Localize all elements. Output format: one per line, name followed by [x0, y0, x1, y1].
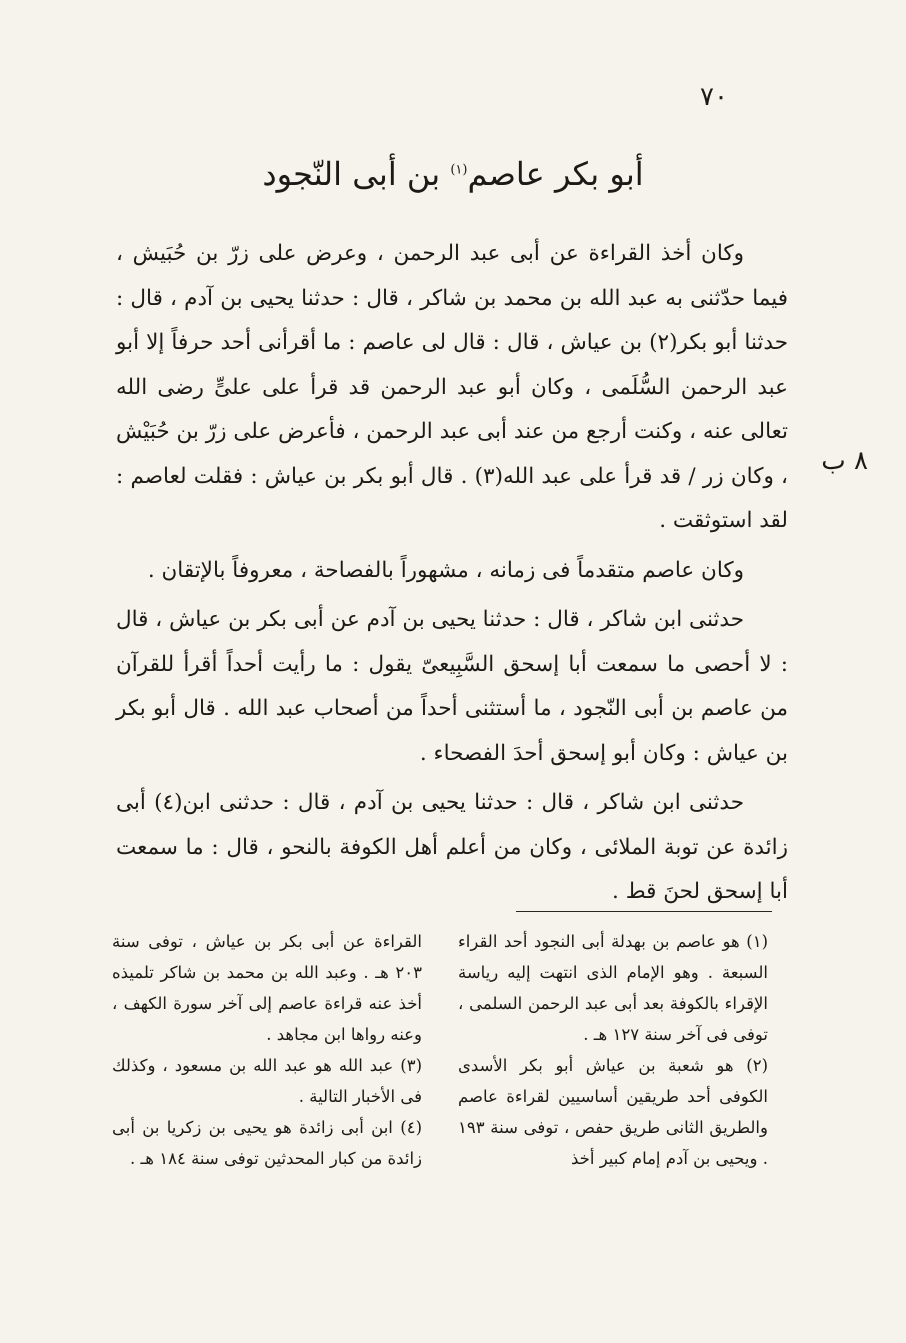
- paragraph: حدثنى ابن شاكر ، قال : حدثنا يحيى بن آدم ، قال : حدثنى ابن(٤) أبى زائدة عن توبة الملائى ، وكان من أعلم أهل الكوفة بالنحو ، قال : ما سمعت أبا إسحق لحنَ قط .: [116, 790, 788, 904]
- title-note-mark: (١): [450, 162, 468, 178]
- footnote: (٤) ابن أبى زائدة هو يحيى بن زكريا بن أبى زائدة من كبار المحدثين توفى سنة ١٨٤ هـ .: [112, 1118, 422, 1168]
- paragraph: وكان عاصم متقدماً فى زمانه ، مشهوراً بالفصاحة ، معروفاً بالإتقان .: [147, 557, 744, 583]
- footnote-divider: [516, 911, 772, 912]
- paragraph: حدثنى ابن شاكر ، قال : حدثنا يحيى بن آدم عن أبى بكر بن عياش ، قال : لا أحصى ما سمعت أبا إسحق السَّبِيعىّ يقول : ما رأيت أحداً أقرأ للقرآن من عاصم بن أبى النّجود ، ما أستثنى أحداً من أصحاب عبد الله . قال أبو بكر بن عياش : وكان أبو إسحق أحدَ الفصحاء .: [116, 607, 788, 766]
- page-number: ٧٠: [700, 82, 728, 112]
- paragraph: وكان أخذ القراءة عن أبى عبد الرحمن ، وعرض على زرّ بن حُبَيش ، فيما حدّثنى به عبد الله بن محمد بن شاكر ، قال : حدثنا يحيى بن آدم ، قال : حدثنا أبو بكر(٢) بن عياش ، قال : قال لى عاصم : ما أقرأنى أحد حرفاً إلا أبو عبد الرحمن السُّلَمى ، وكان أبو عبد الرحمن قد قرأ على علىٍّ رضى الله تعالى عنه ، وكنت أرجع من عند أبى عبد الرحمن ، فأعرض على زرّ بن حُبَيْش ، وكان زر / قد قرأ على عبد الله(٣) . قال أبو بكر بن عياش : فقلت لعاصم : لقد استوثقت .: [116, 241, 789, 533]
- chapter-title: [120, 150, 786, 198]
- footnote: القراءة عن أبى بكر بن عياش ، توفى سنة ٢٠٣ هـ . وعبد الله بن محمد بن شاكر تلميذه أخذ عنه قراءة عاصم إلى آخر سورة الكهف ، وعنه رواها ابن مجاهد .: [112, 932, 422, 1044]
- footnote: (٣) عبد الله هو عبد الله بن مسعود ، وكذلك فى الأخبار التالية .: [112, 1056, 422, 1106]
- footnote: (٢) هو شعبة بن عياش أبو بكر الأسدى الكوفى أحد طريقين أساسيين لقراءة عاصم والطريق الثانى طريق حفص ، توفى سنة ١٩٣ . ويحيى بن آدم إمام كبير أخذ: [458, 1056, 768, 1168]
- title-text: أبو بكر عاصم: [467, 155, 644, 193]
- margin-folio-reference: ٨ ب: [821, 446, 868, 476]
- footnotes-right-column: [458, 926, 768, 1174]
- footnotes-left-column: [112, 926, 422, 1174]
- main-text: [116, 232, 788, 915]
- footnote: (١) هو عاصم بن بهدلة أبى النجود أحد القراء السبعة . وهو الإمام الذى انتهت إليه رياسة الإقراء بالكوفة بعد أبى عبد الرحمن السلمى ، توفى فى آخر سنة ١٢٧ هـ .: [458, 932, 768, 1044]
- title-text-after: بن أبى النّجود: [262, 155, 451, 193]
